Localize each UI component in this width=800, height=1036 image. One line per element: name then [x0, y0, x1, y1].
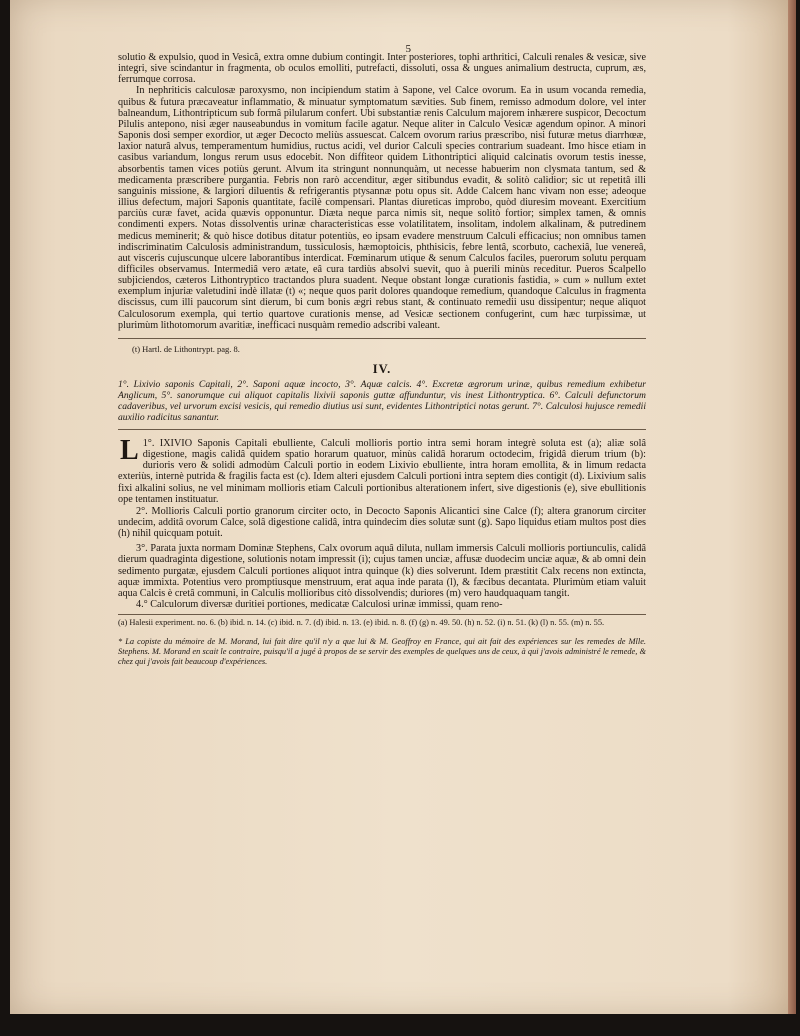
- section-heading: IV.: [372, 361, 392, 376]
- paragraph-4: 2°. Mollioris Calculi portio granorum circiter octo, in Decocto Saponis Alicantici sine Calce (f); altera granorum circiter undecim, additâ ovorum Calce, solâ digestione calidâ, intra quindecim dies solutæ sunt (g). Sapo liquidus etiam multos post dies (h) nihil quicquam potuit.: [118, 505, 646, 540]
- paragraph-2: In nephriticis calculosæ paroxysmo, non incipiendum statim à Sapone, vel Calce ovorum. Ea in usum vocanda remedia, quibus & futura præcaveatur inflammatio, & minuatur symptomatum sævities. Sub finem, remisso admodum dolore, vel inter balneandum, Lithontripticum sub formâ pilularum confert. Ubi substantiæ renis Calculum majorem inhærere suspicor, Decoctum Pilulis antepono, nisi æger nauseabundus in vomitum facile agatur. Neque aliter in Calculo Vesicæ agendum opinor. A minori Saponis dosi semper exordior, ut æger Decocto meliùs assuescat. Calcem ovorum rarius præscribo, nisi futuræ metus diarrhœæ, laxior naturâ alvus, temperamentum humidius, ructus acidi, vel durior Calculi species contrarium suadeant. Imo hisce etiam in casibus variandum, longus rerum usus edocebit. Non diffiteor quidem Lithontriptici aliquid calcinatis ovorum testis inesse, absorbentis tamen vices potiùs gerunt. Alvum ita stringunt nonnunquàm, ut necesse habuerim non clysmata tantum, sed & medicamenta præscribere purgantia. Febris non rarò accenditur, æger sitibundus evadit, & solitò calidior; sic ut repetitâ illi sanguinis missione, & largiori diluentis & refrigerantis ptysannæ potu opus sit. Adde Calcem hanc vivam non esse; adeoque illius defectum, majori Saponis quantitate, facilè compensari. Plantas diureticas improbo, quòd diuresim moveant. Exercitium parciùs curæ favet, acida quævis opponuntur. Diæta neque parca nimis sit, neque solitò fortior; simplex tamen, & omnis condimenti expers. Notas dissolventis urinæ characteristicas esse volatilitatem, insolitam, indolem alkalinam, & putredinem medicus meminerit; & quò hisce dotibus ditatur potentiùs, eo ipsam evadere menstruum Calculi efficacius; non omnibus tamen indiscriminatim Calculosis administrandum, tussiculosis, hæmoptoicis, phthisicis, febre lentâ, scorbuto, cachexiâ, lue venereâ, aut visceris cujuscunque ulcere laborantibus interdicat. Fœminarum utique & senum Calculos faciles, puerorum solutu perquam difficiles observamus. Intermediâ vero ætate, eâ cura tardiùs absolvi suevit, quo à puerili minùs receditur. Pueros Scalpello subjiciendos, cæteros Lithontryptico tractandos plura suadent. Neque obstant longæ curationis fastidia, » cum » nullum extet exemplum injuriæ valetudini indè illatæ (t) «; neque quos parit dolores quandoque remedium, quandoque Calculus in fragmenta discissus, cum illi paucorum sint dierum, bi cum bonis ægri rebus stant, & continuato remedii usu dissipentur; neque aliquot Calculosorum exempla, qui tertio quartove curationis mense, ad Vesicæ sectionem confugerint, cum hæc turpissimæ, ut plurimùm lithotomorum avaritiæ, inefficaci nusquàm remedio adscribi valeant.: [118, 85, 646, 331]
- book-page: [10, 0, 790, 1014]
- paragraph-6: 4.° Calculorum diversæ duritiei portiones, medicatæ Calculosi urinæ immissi, quam reno-: [136, 599, 503, 611]
- paragraph-1: solutio & expulsio, quod in Vesicâ, extra omne dubium contingit. Inter posteriores, tophi arthritici, Calculi renales & vesicæ, sive integri, sive scindantur in fragmenta, ob oculos emolliti, putrefacti, dissoluti, ossa & ungues animalium destructa, cuprum, æs, ferrumque corrosa.: [118, 52, 646, 86]
- drop-cap: L: [120, 434, 139, 466]
- reference-notes: (a) Halesii experiment. no. 6. (b) ibid. n. 14. (c) ibid. n. 7. (d) ibid. n. 13. (e) ibid. n. 8. (f) (g) n. 49. 50. (h) n. 52. (i) n. 51. (k) (l) n. 55. (m) n. 55.: [118, 618, 605, 628]
- page-number: 5: [405, 43, 411, 55]
- author-note: * La copiste du mémoire de M. Morand, lui fait dire qu'il n'y a que lui & M. Geoffroy en France, qui ait fait des expériences sur les remedes de Mlle. Stephens. M. Morand en scait le contraire, puisqu'il a jugé à propos de se servir des exemples de quelques uns de ceux, à qui j'avois administré le remede, & chez qui j'avois fait beaucoup d'expériences.: [118, 636, 646, 667]
- page-content: [118, 44, 646, 676]
- summary-rule: [118, 429, 646, 430]
- paragraph-3-lead: 1°.: [142, 437, 155, 449]
- footnote-rule: [118, 338, 646, 339]
- notes-rule: [118, 614, 646, 615]
- paragraph-5: 3°. Parata juxta normam Dominæ Stephens, Calx ovorum aquâ diluta, nullam immersis Calculi mollioris portiunculis, calidâ dierum quadraginta digestione, solutionis notam impressit (i); cujus tamen unciæ, affusæ duodecim unciæ aquæ, & ab omni dein sedimento purgatæ, ejusdem Calculi portiones aliquot intra quinque (k) dies solverunt. Idem præstitit Calx recens non extincta, aquæ immixta. Potentius vero promptiusque menstruum, erat aqua inde parata (l), & fæcibus decantata. Plurimùm etiam valuit aqua Calcis è cretâ communi, in Calculis mollioribus citò dissolvendis; duriores (m) vero haudquaquam tangit.: [118, 543, 646, 599]
- section-summary: 1°. Lixivio saponis Capitali, 2°. Saponi aquæ incocto, 3°. Aquæ calcis. 4°. Excretæ ægrorum urinæ, quibus remedium exhibetur Anglicum, 5°. sanorumque cui aliquot capitalis lixivii saponis guttæ affunduntur, vis inest Lithontryptica. 6°. Calculi defunctorum cadaveribus, vel urvorum excisi vesicis, qui remedio diutius usi sunt, evidentes Lithontriptici notas gerunt. 7°. Calculosi hujusce remedii auxilio radicitus sanantur.: [118, 378, 646, 423]
- paragraph-3: [118, 434, 646, 505]
- paragraph-3-text: IXIVIO Saponis Capitali ebulliente, Calculi mollioris portio intra semi horam integrè soluta est (a); aliæ solâ digestione, magis calidâ quidem spatio horarum quatuor, minùs calidâ horarum octodecim, frigidâ dierum trium (b): durioris vero & solidi admodùm Calculi portio in eodem Lixivio ebulliente, intra horam emollita, & in limum redacta exteriùs, internè putrida & fragilis facta est (c). Idem alteri ejusdem Calculi portioni intra septem dies contigit (d). Lixivium salis fixi alkalini solius, ne vel minimam mollioris etiam Calculi portionibus alterationem infert, sive digestionis (e), sive ebullitionis ope tentamen instituatur.: [118, 437, 646, 505]
- footnote-t: (t) Hartl. de Lithontrypt. pag. 8.: [132, 343, 240, 354]
